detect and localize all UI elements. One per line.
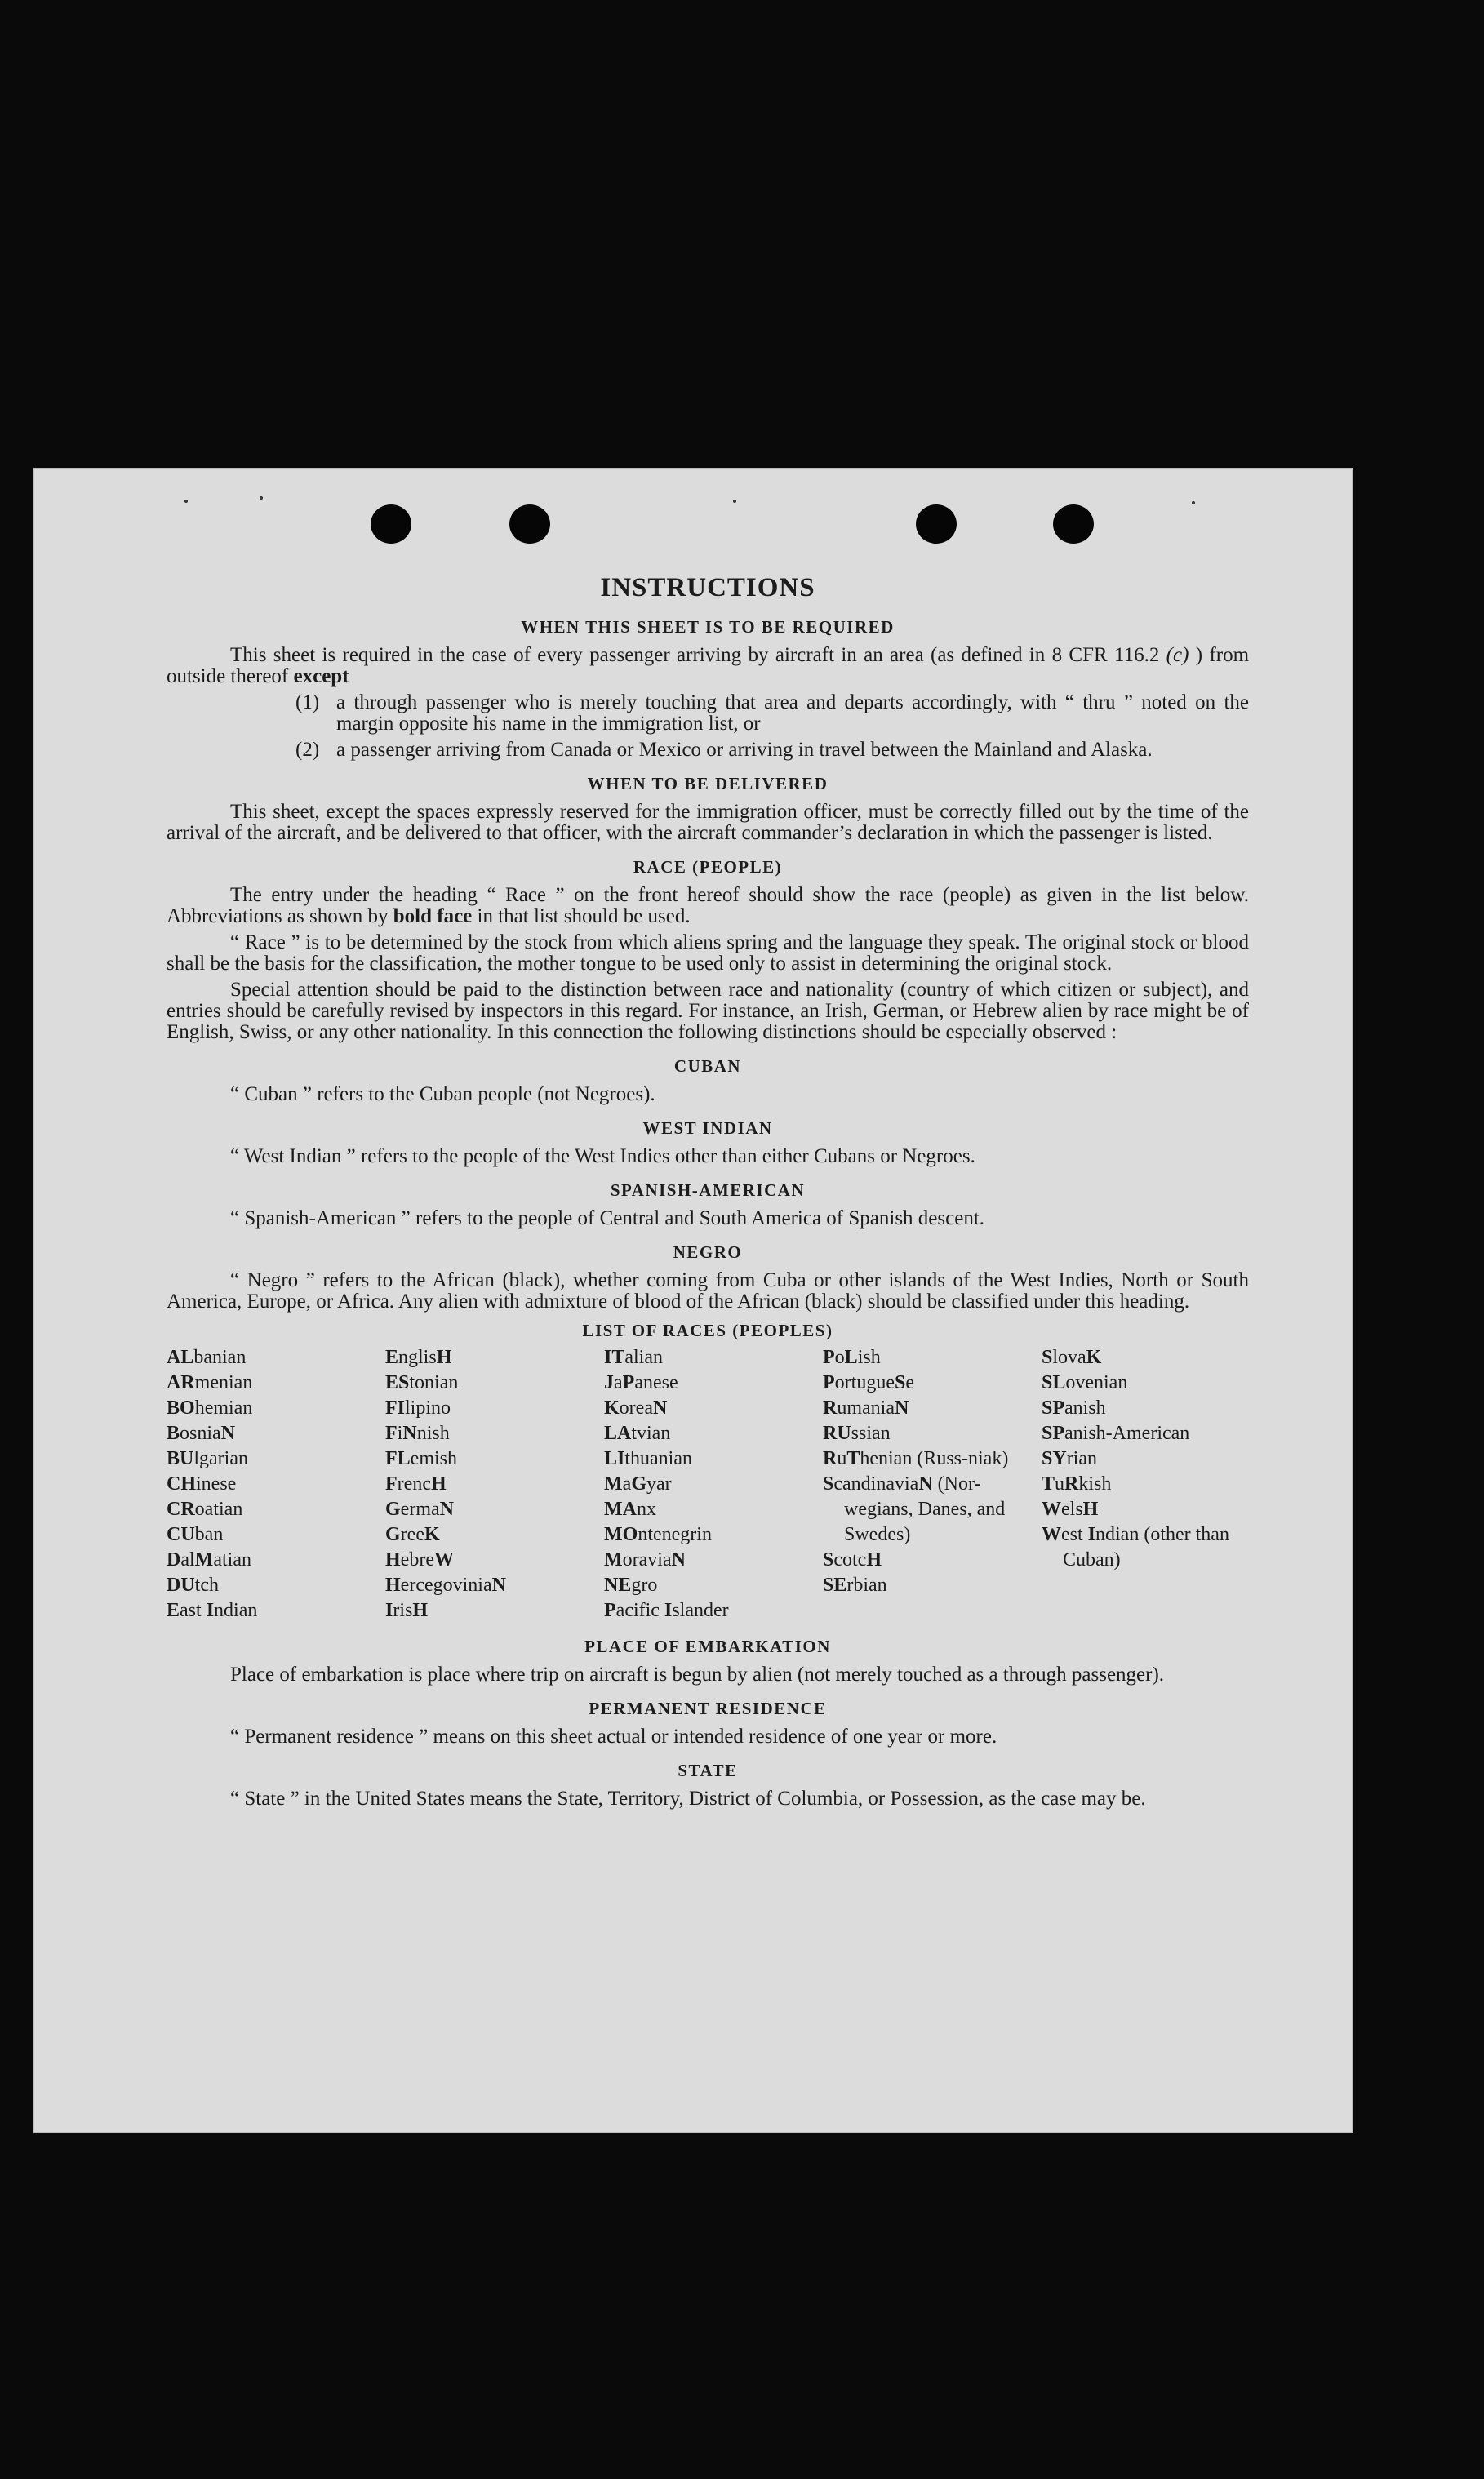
- race-text: orea: [619, 1397, 653, 1419]
- race-text: candinavia: [833, 1473, 919, 1495]
- race-entry: [167, 1522, 385, 1548]
- race-entry: [823, 1573, 1042, 1598]
- race-text: al: [180, 1549, 195, 1570]
- race-entry: [385, 1421, 604, 1446]
- race-entry: [385, 1598, 604, 1624]
- speck: [733, 500, 736, 503]
- race-abbrev: P: [604, 1600, 616, 1621]
- race-abbrev: F: [385, 1473, 398, 1495]
- race-abbrev: I: [664, 1600, 673, 1621]
- paragraph: Special attention should be paid to the distinction between race and nationality (country of which citizen or subject), and entries should be carefully revised by inspectors in this regard. For instance, an Irish, German, or Hebrew alien by race might be of English, Swiss, or any other nationality. In this connection the following distinctions should be especially observed :: [167, 979, 1249, 1043]
- race-text: anish-American: [1064, 1423, 1190, 1444]
- list-item: [167, 692, 1249, 735]
- races-list: [167, 1345, 1249, 1624]
- speck: [1192, 501, 1195, 504]
- race-abbrev: DU: [167, 1575, 195, 1596]
- heading-west-indian: WEST INDIAN: [642, 1118, 773, 1138]
- race-abbrev: E: [167, 1600, 180, 1621]
- race-abbrev: W: [433, 1549, 454, 1570]
- race-entry: [1042, 1396, 1249, 1421]
- race-text: nish: [416, 1423, 450, 1444]
- race-text: slander: [672, 1600, 729, 1621]
- paragraph: This sheet, except the spaces expressly reserved for the immigration officer, must be correctly filled out by the time of the arrival of the aircraft, and be delivered to that officer, with the aircraft commander’s declaration in which the passenger is listed.: [167, 801, 1249, 844]
- race-text: e: [905, 1372, 914, 1393]
- race-text: yar: [646, 1473, 672, 1495]
- punch-hole: [371, 504, 411, 544]
- race-entry: [604, 1598, 823, 1624]
- text: ) from outside thereof: [167, 644, 1250, 687]
- race-text: ris: [393, 1600, 413, 1621]
- race-abbrev: I: [206, 1600, 215, 1621]
- race-abbrev: M: [194, 1549, 214, 1570]
- race-abbrev: R: [823, 1448, 838, 1469]
- race-abbrev: B: [167, 1423, 180, 1444]
- race-abbrev: LI: [604, 1448, 625, 1469]
- race-abbrev: SP: [1042, 1397, 1065, 1419]
- race-abbrev: H: [866, 1549, 882, 1570]
- race-entry: [823, 1421, 1042, 1446]
- race-text: umania: [837, 1397, 895, 1419]
- race-abbrev: T: [1042, 1473, 1055, 1495]
- race-entry: [167, 1573, 385, 1598]
- page-title: INSTRUCTIONS: [600, 573, 815, 602]
- race-text: alian: [624, 1347, 663, 1368]
- heading-state: STATE: [678, 1761, 738, 1780]
- race-entry: [385, 1472, 604, 1497]
- speck: [184, 500, 188, 503]
- race-text: u: [837, 1448, 847, 1469]
- race-abbrev: N: [402, 1423, 417, 1444]
- race-text: lova: [1052, 1347, 1086, 1368]
- race-text: ban: [194, 1524, 224, 1545]
- race-text: kish: [1078, 1473, 1112, 1495]
- race-entry: [1042, 1497, 1249, 1522]
- races-column: [604, 1345, 823, 1624]
- paragraph: “ West Indian ” refers to the people of the West Indies other than either Cubans or Negroes.: [230, 1145, 975, 1167]
- punch-hole: [916, 504, 957, 544]
- race-entry: [385, 1573, 604, 1598]
- race-abbrev: IT: [604, 1347, 625, 1368]
- race-abbrev: I: [385, 1600, 393, 1621]
- race-abbrev: F: [385, 1423, 398, 1444]
- race-entry: [1042, 1345, 1249, 1371]
- race-abbrev: CU: [167, 1524, 195, 1545]
- race-text: henian (Russ-niak): [860, 1448, 1009, 1469]
- race-abbrev: AR: [167, 1372, 195, 1393]
- race-text: i: [397, 1423, 403, 1444]
- race-entry: [1042, 1522, 1249, 1573]
- heading-race: RACE (PEOPLE): [633, 857, 783, 877]
- race-abbrev: CH: [167, 1473, 196, 1495]
- paragraph: [167, 645, 1249, 687]
- paragraph: “ Race ” is to be determined by the stock from which aliens spring and the language they speak. The original stock or blood shall be the basis for the classification, the mother tongue to be used only to assist in determining the original stock.: [167, 931, 1249, 975]
- instructions-text: [167, 573, 1249, 1815]
- race-abbrev: K: [424, 1524, 440, 1545]
- race-entry: [823, 1345, 1042, 1371]
- document-page: [34, 469, 1352, 2132]
- race-entry: [167, 1371, 385, 1396]
- race-text: rbian: [846, 1575, 887, 1596]
- race-text: osnia: [180, 1423, 221, 1444]
- race-abbrev: N: [894, 1397, 909, 1419]
- text: The entry under the heading “ Race ” on the front hereof should show the race (people) as given in the list below. Abbreviations as shown by: [167, 884, 1249, 927]
- race-abbrev: N: [918, 1473, 933, 1495]
- heading-permanent-residence: PERMANENT RESIDENCE: [589, 1699, 827, 1718]
- race-abbrev: T: [846, 1448, 860, 1469]
- race-abbrev: G: [631, 1473, 646, 1495]
- race-entry: [167, 1598, 385, 1624]
- race-entry: [604, 1421, 823, 1446]
- race-abbrev: SP: [1042, 1423, 1065, 1444]
- race-text: renc: [397, 1473, 431, 1495]
- race-text: ree: [400, 1524, 424, 1545]
- race-abbrev: P: [823, 1347, 835, 1368]
- race-text: erma: [400, 1499, 440, 1520]
- race-entry: [1042, 1472, 1249, 1497]
- race-abbrev: D: [167, 1549, 181, 1570]
- race-entry: [167, 1446, 385, 1472]
- race-text: nglis: [398, 1347, 437, 1368]
- item-number: (2): [295, 739, 320, 761]
- race-abbrev: K: [1086, 1347, 1102, 1368]
- race-abbrev: SL: [1042, 1372, 1066, 1393]
- race-entry: [604, 1497, 823, 1522]
- heading-spanish-american: SPANISH-AMERICAN: [610, 1180, 806, 1200]
- race-entry: [604, 1446, 823, 1472]
- race-abbrev: S: [1042, 1347, 1053, 1368]
- race-text: tonian: [409, 1372, 459, 1393]
- race-abbrev: NE: [604, 1575, 632, 1596]
- race-text: emish: [410, 1448, 457, 1469]
- races-column: [1042, 1345, 1249, 1624]
- race-abbrev: ES: [385, 1372, 410, 1393]
- race-entry: [385, 1446, 604, 1472]
- item-text: a passenger arriving from Canada or Mexico or arriving in travel between the Mainland and Alaska.: [336, 739, 1153, 761]
- race-entry: [604, 1548, 823, 1573]
- race-entry: [823, 1446, 1042, 1472]
- race-text: (Nor-wegians, Danes, and Swedes): [844, 1473, 1006, 1545]
- race-abbrev: W: [1042, 1524, 1061, 1545]
- race-text: ovenian: [1065, 1372, 1128, 1393]
- race-text: a: [622, 1473, 632, 1495]
- race-abbrev: R: [823, 1397, 838, 1419]
- race-abbrev: M: [604, 1473, 623, 1495]
- race-entry: [167, 1472, 385, 1497]
- race-entry: [167, 1396, 385, 1421]
- race-abbrev: G: [385, 1499, 401, 1520]
- races-column: [823, 1345, 1042, 1624]
- race-entry: [604, 1345, 823, 1371]
- race-abbrev: SE: [823, 1575, 847, 1596]
- race-abbrev: G: [385, 1524, 401, 1545]
- race-entry: [385, 1371, 604, 1396]
- race-abbrev: BU: [167, 1448, 194, 1469]
- race-text: oatian: [194, 1499, 243, 1520]
- heading-embarkation: PLACE OF EMBARKATION: [584, 1637, 831, 1656]
- race-entry: [604, 1573, 823, 1598]
- race-text: lgarian: [193, 1448, 248, 1469]
- race-abbrev: J: [604, 1372, 614, 1393]
- race-text: lipino: [405, 1397, 451, 1419]
- race-entry: [823, 1548, 1042, 1573]
- race-abbrev: L: [844, 1347, 858, 1368]
- race-entry: [385, 1548, 604, 1573]
- race-text: acific: [615, 1600, 664, 1621]
- paragraph: “ State ” in the United States means the State, Territory, District of Columbia, or Possession, as the case may be.: [230, 1788, 1146, 1810]
- item-number: (1): [295, 691, 320, 713]
- race-text: rian: [1066, 1448, 1097, 1469]
- paragraph: “ Spanish-American ” refers to the people of Central and South America of Spanish descent.: [230, 1207, 985, 1229]
- race-text: ssian: [851, 1423, 891, 1444]
- race-abbrev: M: [604, 1549, 623, 1570]
- race-entry: [385, 1522, 604, 1548]
- race-text: ast: [180, 1600, 207, 1621]
- race-abbrev: H: [1082, 1499, 1099, 1520]
- race-abbrev: W: [1042, 1499, 1061, 1520]
- race-entry: [823, 1396, 1042, 1421]
- race-entry: [604, 1371, 823, 1396]
- race-entry: [385, 1497, 604, 1522]
- list-item: [167, 740, 1249, 761]
- race-abbrev: K: [604, 1397, 620, 1419]
- race-abbrev: H: [412, 1600, 429, 1621]
- race-entry: [823, 1472, 1042, 1548]
- heading-list-of-races: LIST OF RACES (PEOPLES): [582, 1321, 833, 1340]
- race-text: est: [1061, 1524, 1088, 1545]
- race-text: hemian: [194, 1397, 253, 1419]
- race-text: atian: [213, 1549, 251, 1570]
- paragraph: [167, 885, 1249, 927]
- race-text: thuanian: [624, 1448, 692, 1469]
- race-abbrev: H: [436, 1347, 452, 1368]
- race-text: oravia: [622, 1549, 672, 1570]
- race-text: anese: [634, 1372, 678, 1393]
- race-text: inese: [196, 1473, 237, 1495]
- race-entry: [604, 1472, 823, 1497]
- race-abbrev: AL: [167, 1347, 194, 1368]
- race-abbrev: H: [385, 1575, 401, 1596]
- race-abbrev: P: [622, 1372, 635, 1393]
- race-entry: [167, 1548, 385, 1573]
- race-text: tch: [194, 1575, 219, 1596]
- race-abbrev: N: [220, 1423, 236, 1444]
- race-abbrev: P: [823, 1372, 835, 1393]
- race-text: gro: [631, 1575, 658, 1596]
- race-entry: [1042, 1421, 1249, 1446]
- text: (c): [1166, 644, 1189, 666]
- text-bold: bold face: [393, 905, 473, 927]
- race-entry: [167, 1421, 385, 1446]
- race-text: anish: [1064, 1397, 1106, 1419]
- race-abbrev: N: [491, 1575, 506, 1596]
- paragraph: “ Permanent residence ” means on this sheet actual or intended residence of one year or more.: [230, 1726, 997, 1748]
- race-abbrev: FI: [385, 1397, 405, 1419]
- race-text: ndian (other than Cuban): [1063, 1524, 1229, 1570]
- race-entry: [604, 1396, 823, 1421]
- race-text: nx: [636, 1499, 656, 1520]
- race-abbrev: MO: [604, 1524, 638, 1545]
- speck: [260, 496, 263, 500]
- race-abbrev: N: [652, 1397, 668, 1419]
- race-entry: [1042, 1446, 1249, 1472]
- race-text: ebre: [400, 1549, 434, 1570]
- heading-cuban: CUBAN: [673, 1056, 742, 1076]
- races-column: [167, 1345, 385, 1624]
- race-abbrev: RU: [823, 1423, 851, 1444]
- race-text: banian: [193, 1347, 247, 1368]
- race-text: a: [614, 1372, 623, 1393]
- race-abbrev: FL: [385, 1448, 411, 1469]
- punch-hole: [509, 504, 550, 544]
- heading-negro: NEGRO: [673, 1242, 743, 1262]
- text: This sheet is required in the case of every passenger arriving by aircraft in an area (as defined in 8 CFR 116.2: [230, 644, 1166, 666]
- race-entry: [167, 1497, 385, 1522]
- race-entry: [604, 1522, 823, 1548]
- race-entry: [385, 1396, 604, 1421]
- race-abbrev: I: [1087, 1524, 1096, 1545]
- race-abbrev: E: [385, 1347, 399, 1368]
- heading-when-delivered: WHEN TO BE DELIVERED: [587, 774, 829, 793]
- race-text: ortugue: [834, 1372, 895, 1393]
- race-abbrev: N: [439, 1499, 454, 1520]
- race-text: els: [1061, 1499, 1083, 1520]
- race-entry: [1042, 1371, 1249, 1396]
- race-entry: [385, 1345, 604, 1371]
- race-entry: [167, 1345, 385, 1371]
- race-text: o: [834, 1347, 845, 1368]
- race-abbrev: S: [823, 1549, 834, 1570]
- race-text: ntenegrin: [638, 1524, 712, 1545]
- race-abbrev: CR: [167, 1499, 195, 1520]
- text: in that list should be used.: [472, 905, 691, 927]
- heading-when-required: WHEN THIS SHEET IS TO BE REQUIRED: [521, 617, 895, 637]
- race-text: tvian: [631, 1423, 671, 1444]
- paragraph: “ Cuban ” refers to the Cuban people (not Negroes).: [230, 1083, 655, 1105]
- race-text: menian: [194, 1372, 253, 1393]
- race-abbrev: S: [894, 1372, 906, 1393]
- race-abbrev: H: [430, 1473, 447, 1495]
- race-abbrev: LA: [604, 1423, 632, 1444]
- race-text: ish: [857, 1347, 881, 1368]
- punch-hole: [1053, 504, 1094, 544]
- race-abbrev: MA: [604, 1499, 637, 1520]
- race-text: cotc: [833, 1549, 867, 1570]
- race-abbrev: R: [1064, 1473, 1079, 1495]
- paragraph: Place of embarkation is place where trip on aircraft is begun by alien (not merely touched as a through passenger).: [230, 1664, 1165, 1686]
- paragraph: “ Negro ” refers to the African (black), whether coming from Cuba or other islands of the West Indies, North or South America, Europe, or Africa. Any alien with admixture of blood of the African (black) should be classified under this heading.: [167, 1269, 1249, 1313]
- race-abbrev: SY: [1042, 1448, 1067, 1469]
- race-text: ercegovinia: [400, 1575, 492, 1596]
- race-text: ndian: [214, 1600, 258, 1621]
- race-entry: [823, 1371, 1042, 1396]
- races-column: [385, 1345, 604, 1624]
- race-abbrev: BO: [167, 1397, 195, 1419]
- race-text: u: [1055, 1473, 1065, 1495]
- item-text: a through passenger who is merely touching that area and departs accordingly, with “ thru ” noted on the margin opposite his name in the immigration list, or: [336, 691, 1249, 735]
- text-bold: except: [293, 665, 349, 687]
- race-abbrev: N: [671, 1549, 686, 1570]
- race-abbrev: S: [823, 1473, 834, 1495]
- race-abbrev: H: [385, 1549, 401, 1570]
